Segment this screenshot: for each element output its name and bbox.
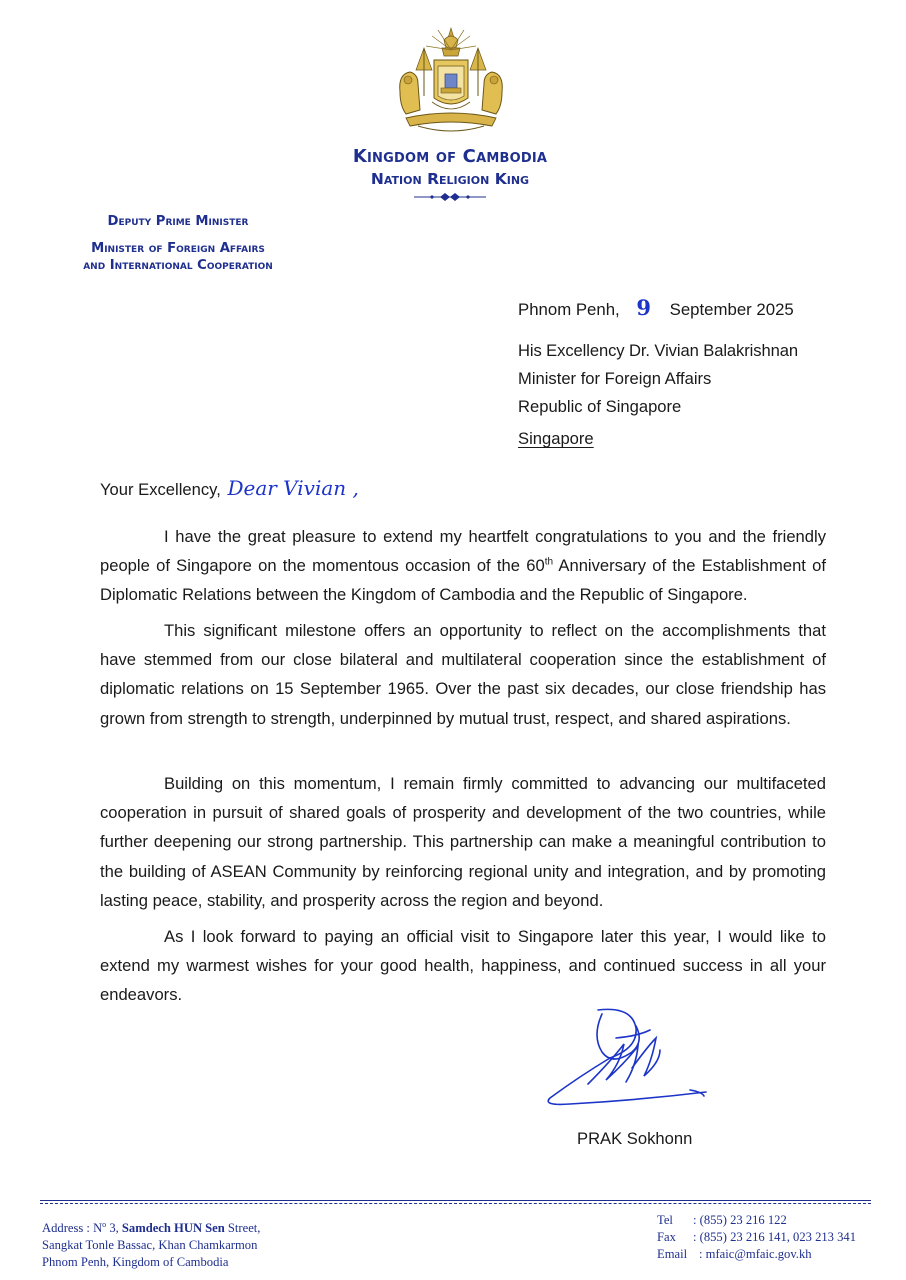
country-heading: Kingdom of Cambodia	[352, 146, 548, 167]
salutation-printed: Your Excellency,	[100, 480, 221, 499]
recipient-city: Singapore	[518, 429, 594, 448]
ornamental-divider	[410, 191, 490, 203]
contact-email: Email : mfaic@mfaic.gov.kh	[657, 1247, 812, 1261]
footer-rule-top	[40, 1200, 871, 1201]
footer-contact	[657, 1212, 856, 1263]
handwritten-signature	[540, 1006, 715, 1116]
signatory-name: PRAK Sokhonn	[577, 1129, 693, 1148]
footer-address	[42, 1216, 260, 1271]
office-title-cooperation: and International Cooperation	[83, 258, 273, 273]
recipient-title: Minister for Foreign Affairs	[518, 369, 712, 388]
address-line-3: Phnom Penh, Kingdom of Cambodia	[42, 1255, 229, 1270]
footer-rule-bottom	[40, 1203, 871, 1204]
date-line	[518, 295, 794, 320]
handwritten-day: 9	[636, 295, 651, 320]
address-line-1: Address : $N^o$ 3, Samdech HUN Sen Street,	[42, 1220, 261, 1236]
recipient-name: His Excellency Dr. Vivian Balakrishnan	[518, 341, 798, 360]
recipient-country: Republic of Singapore	[518, 397, 682, 416]
address-line-2: Sangkat Tonle Bassac, Khan Chamkarmon	[42, 1238, 258, 1253]
salutation	[100, 476, 359, 500]
salutation-handwritten: Dear Vivian ,	[227, 476, 359, 500]
date-place: Phnom Penh,	[518, 300, 620, 319]
body-paragraph-1: I have the great pleasure to extend my heartfelt congratulations to you and the friendly people of Singapore on the momentous occasion of the 60th Anniversary of the Establishment of Diplomatic Relations between the Kingdom of Cambodia and the Republic of Singapore.	[100, 527, 827, 605]
contact-tel: Tel : (855) 23 216 122	[657, 1213, 787, 1227]
national-motto: Nation Religion King	[370, 170, 530, 188]
date-month-year: September 2025	[669, 300, 794, 319]
royal-coat-of-arms-emblem	[392, 26, 510, 136]
body-paragraph-2: This significant milestone offers an opportunity to reflect on the accomplishments that have stemmed from our close bilateral and multilateral cooperation since the establishment of diplomatic relations on 15 September 1965. Over the past six decades, our close friendship has grown from strength to strength, underpinned by mutual trust, respect, and shared aspirations.	[100, 621, 826, 728]
contact-fax: Fax : (855) 23 216 141, 023 213 341	[657, 1230, 857, 1244]
office-title-minister: Minister of Foreign Affairs	[91, 241, 265, 256]
body-paragraph-3: Building on this momentum, I remain firmly committed to advancing our multifaceted cooperation in pursuit of shared goals of prosperity and development of the two countries, while further deepening our strong partnership. This partnership can make a meaningful contribution to the building of ASEAN Community by reinforcing regional unity and integration, and by promoting lasting peace, stability, and prosperity across the region and beyond.	[100, 774, 826, 910]
office-title-deputy-pm: Deputy Prime Minister	[107, 214, 249, 229]
body-paragraph-4: As I look forward to paying an official visit to Singapore later this year, I would like to extend my warmest wishes for your good health, happiness, and continued success in all your endeavors.	[100, 927, 826, 1005]
